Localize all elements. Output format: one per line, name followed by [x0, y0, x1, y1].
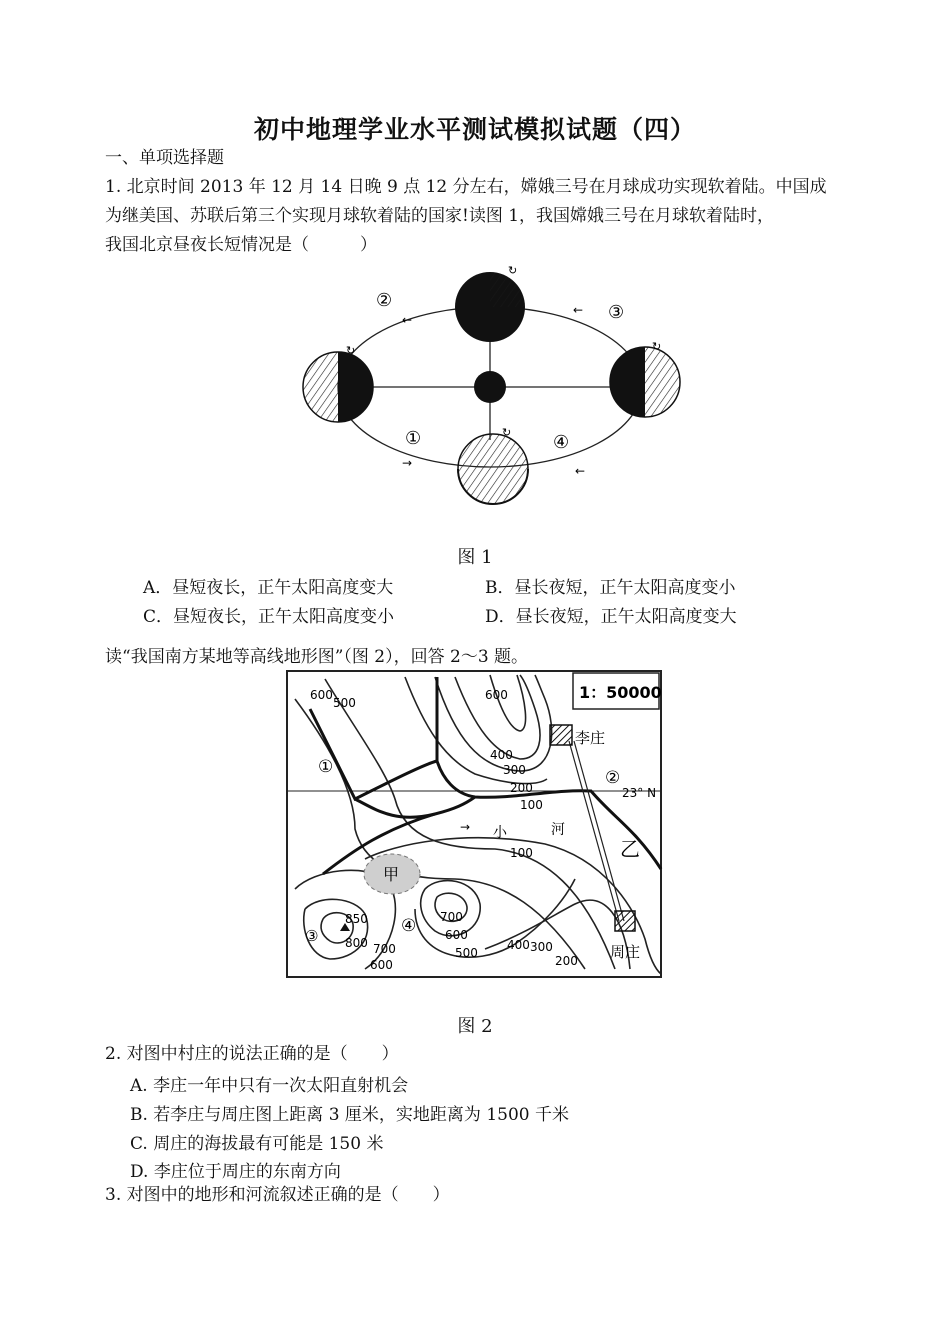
orbit-label-2: ② [376, 290, 393, 311]
marker-1: ① [318, 757, 334, 777]
q1-stem-line1: 1. 北京时间 2013 年 12 月 14 日晚 9 点 12 分左右，嫦娥三号在月球成功实现软着陆。中国成 [105, 177, 827, 197]
contour-label: 800 [345, 936, 368, 950]
marker-2: ② [605, 768, 621, 788]
earth-right [610, 340, 680, 417]
contour-label: 850 [345, 912, 368, 926]
q1-option-d[interactable]: D．昼长夜短，正午太阳高度变大 [485, 607, 737, 627]
river-flow-arrow-icon: → [460, 820, 471, 834]
latitude-label: 23° N [622, 786, 657, 800]
contour-label: 600 [370, 958, 393, 972]
arrow-icon: ← [402, 313, 413, 327]
contour-label: 400 [490, 748, 513, 762]
q1-option-b[interactable]: B．昼长夜短，正午太阳高度变小 [485, 578, 736, 598]
earth-bottom [458, 426, 528, 504]
contour-label: 500 [455, 946, 478, 960]
place-yi: 乙 [620, 837, 640, 861]
svg-text:↻: ↻ [652, 340, 662, 353]
marker-4: ④ [401, 916, 417, 936]
map-scale: 1：50000 [579, 683, 662, 702]
arrow-icon: ← [573, 303, 584, 317]
village-lizhuang: 李庄 [575, 729, 606, 747]
orbit-label-1: ① [405, 428, 422, 449]
section-heading: 一、单项选择题 [105, 148, 224, 168]
svg-text:↻: ↻ [502, 426, 512, 439]
q3-stem: 3. 对图中的地形和河流叙述正确的是（ ） [105, 1185, 450, 1205]
q2-option-b[interactable]: B. 若李庄与周庄图上距离 3 厘米，实地距离为 1500 千米 [130, 1105, 569, 1125]
river-label-he: 河 [551, 822, 565, 838]
village-zhouzhuang: 周庄 [610, 943, 641, 961]
contour-label: 600 [485, 688, 508, 702]
intro-q2-q3: 读“我国南方某地等高线地形图”（图 2），回答 2～3 题。 [105, 647, 529, 667]
figure1-earth-orbit [290, 262, 690, 527]
figure2-caption: 图 2 [457, 1016, 493, 1037]
q1-option-a[interactable]: A．昼短夜长，正午太阳高度变大 [143, 578, 394, 598]
orbit-label-4: ④ [553, 432, 570, 453]
arrow-icon: → [402, 456, 413, 470]
q1-option-c[interactable]: C．昼短夜长，正午太阳高度变小 [143, 607, 395, 627]
contour-label: 200 [510, 781, 533, 795]
contour-label: 500 [333, 696, 356, 710]
marker-3: ③ [305, 927, 319, 945]
q2-option-c[interactable]: C. 周庄的海拔最有可能是 150 米 [130, 1134, 384, 1154]
sun-icon [474, 371, 506, 403]
arrow-icon: ← [575, 464, 586, 478]
contour-label: 100 [510, 846, 533, 860]
contour-label: 400 [507, 938, 530, 952]
svg-text:↻: ↻ [346, 344, 356, 357]
contour-label: 600 [310, 688, 333, 702]
contour-label: 300 [503, 763, 526, 777]
figure2-contour-map [285, 669, 663, 979]
q2-option-a[interactable]: A. 李庄一年中只有一次太阳直射机会 [130, 1076, 409, 1096]
contour-label: 700 [373, 942, 396, 956]
q1-stem-line3: 我国北京昼夜长短情况是（ ） [105, 235, 377, 255]
orbit-label-3: ③ [608, 302, 625, 323]
contour-label: 200 [555, 954, 578, 968]
svg-text:↻: ↻ [508, 264, 518, 277]
earth-top [455, 264, 525, 342]
contour-label: 600 [445, 928, 468, 942]
contour-label: 300 [530, 940, 553, 954]
q2-option-d[interactable]: D. 李庄位于周庄的东南方向 [130, 1162, 341, 1182]
page-title: 初中地理学业水平测试模拟试题（四） [253, 115, 696, 144]
contour-label: 700 [440, 910, 463, 924]
river-label-xiao: 小 [493, 825, 507, 841]
q2-stem: 2. 对图中村庄的说法正确的是（ ） [105, 1044, 399, 1064]
figure1-caption: 图 1 [457, 547, 493, 568]
contour-label: 100 [520, 798, 543, 812]
place-jia: 甲 [383, 865, 400, 884]
q1-stem-line2: 为继美国、苏联后第三个实现月球软着陆的国家!读图 1，我国嫦娥三号在月球软着陆时， [105, 206, 775, 226]
earth-left [303, 344, 373, 422]
